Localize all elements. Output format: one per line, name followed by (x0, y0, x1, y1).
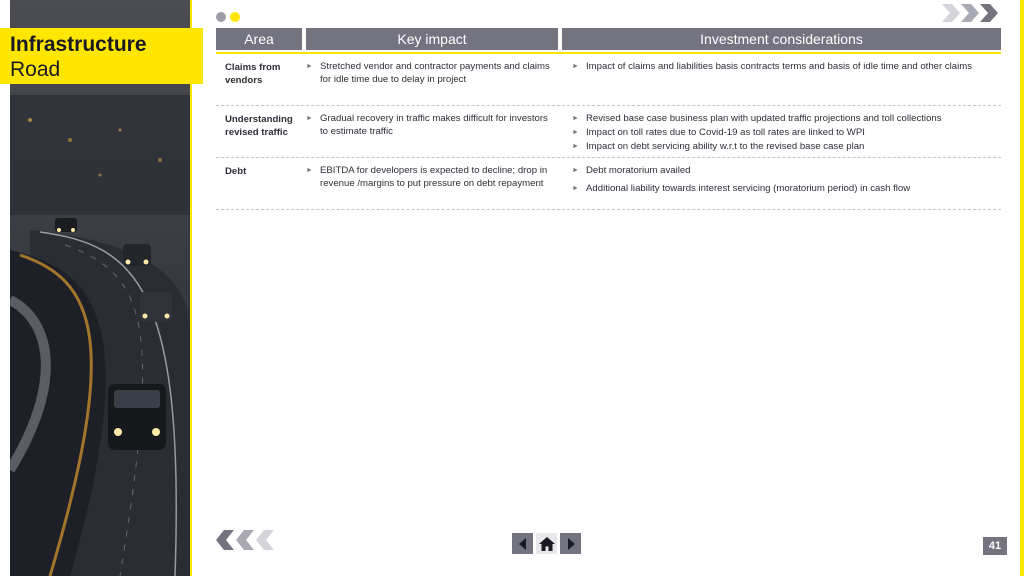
list-item (572, 164, 993, 177)
bullet-text: Impact on toll rates due to Covid-19 as toll rates are linked to WPI (586, 127, 865, 138)
back-chevrons-icon[interactable] (216, 528, 280, 552)
page-number: 41 (983, 537, 1007, 555)
next-button[interactable] (560, 533, 581, 554)
bullet-arrow-icon: ► (572, 185, 579, 192)
forward-chevrons-icon (940, 2, 1008, 24)
row-investment (562, 54, 1001, 105)
bullet-text: Stretched vendor and contractor payments and claims for idle time due to delay in project (320, 61, 550, 85)
road-photo (10, 0, 190, 576)
bullet-text: Impact of claims and liabilities basis contracts terms and basis of idle time and other claims (586, 61, 973, 72)
bullet-text: Gradual recovery in traffic makes difficult for investors to estimate traffic (320, 113, 548, 137)
bullet-arrow-icon: ► (572, 167, 579, 174)
row-impact (306, 54, 562, 105)
progress-dots (216, 12, 240, 22)
home-icon (539, 537, 555, 551)
bullet-arrow-icon: ► (572, 115, 579, 122)
bullet-arrow-icon: ► (306, 63, 313, 70)
bullet-text: Revised base case business plan with updated traffic projections and toll collections (586, 113, 942, 124)
list-item (572, 60, 993, 73)
header-area: Area (216, 28, 302, 50)
table-row (216, 158, 1001, 210)
row-investment (562, 158, 1001, 209)
section-title-box (0, 28, 203, 84)
slide-navigation (512, 533, 581, 554)
row-area: Claims from vendors (225, 62, 281, 86)
list-item (306, 112, 554, 138)
table-header (216, 28, 1001, 50)
bullet-text: EBITDA for developers is expected to decline; drop in revenue /margins to put pressure on debt repayment (320, 165, 548, 189)
table-row (216, 106, 1001, 158)
bullet-arrow-icon: ► (306, 115, 313, 122)
road-photo-illustration (10, 0, 190, 576)
section-subtitle: Road (10, 58, 61, 81)
right-arrow-icon (566, 538, 576, 550)
row-area: Debt (225, 166, 247, 177)
list-item (572, 140, 993, 153)
dot-icon (230, 12, 240, 22)
bullet-arrow-icon: ► (306, 167, 313, 174)
header-investment-considerations: Investment considerations (562, 28, 1001, 50)
bullet-text: Additional liability towards interest servicing (moratorium period) in cash flow (586, 183, 911, 194)
list-item (572, 126, 993, 139)
bullet-text: Impact on debt servicing ability w.r.t to the revised base case plan (586, 141, 865, 152)
list-item (572, 182, 993, 195)
list-item (572, 112, 993, 125)
row-investment (562, 106, 1001, 157)
bullet-text: Debt moratorium availed (586, 165, 691, 176)
bullet-arrow-icon: ► (572, 143, 579, 150)
row-impact (306, 158, 562, 209)
left-arrow-icon (518, 538, 528, 550)
table-row (216, 54, 1001, 106)
list-item (306, 164, 554, 190)
left-margin (0, 0, 10, 576)
bullet-arrow-icon: ► (572, 129, 579, 136)
impact-table (216, 28, 1001, 210)
dot-icon (216, 12, 226, 22)
list-item (306, 60, 554, 86)
home-button[interactable] (536, 533, 557, 554)
header-key-impact: Key impact (306, 28, 558, 50)
row-impact (306, 106, 562, 157)
yellow-divider (190, 0, 192, 576)
row-area: Understanding revised traffic (225, 114, 293, 138)
previous-button[interactable] (512, 533, 533, 554)
right-accent-bar (1020, 0, 1024, 576)
bullet-arrow-icon: ► (572, 63, 579, 70)
section-title: Infrastructure (10, 33, 147, 56)
